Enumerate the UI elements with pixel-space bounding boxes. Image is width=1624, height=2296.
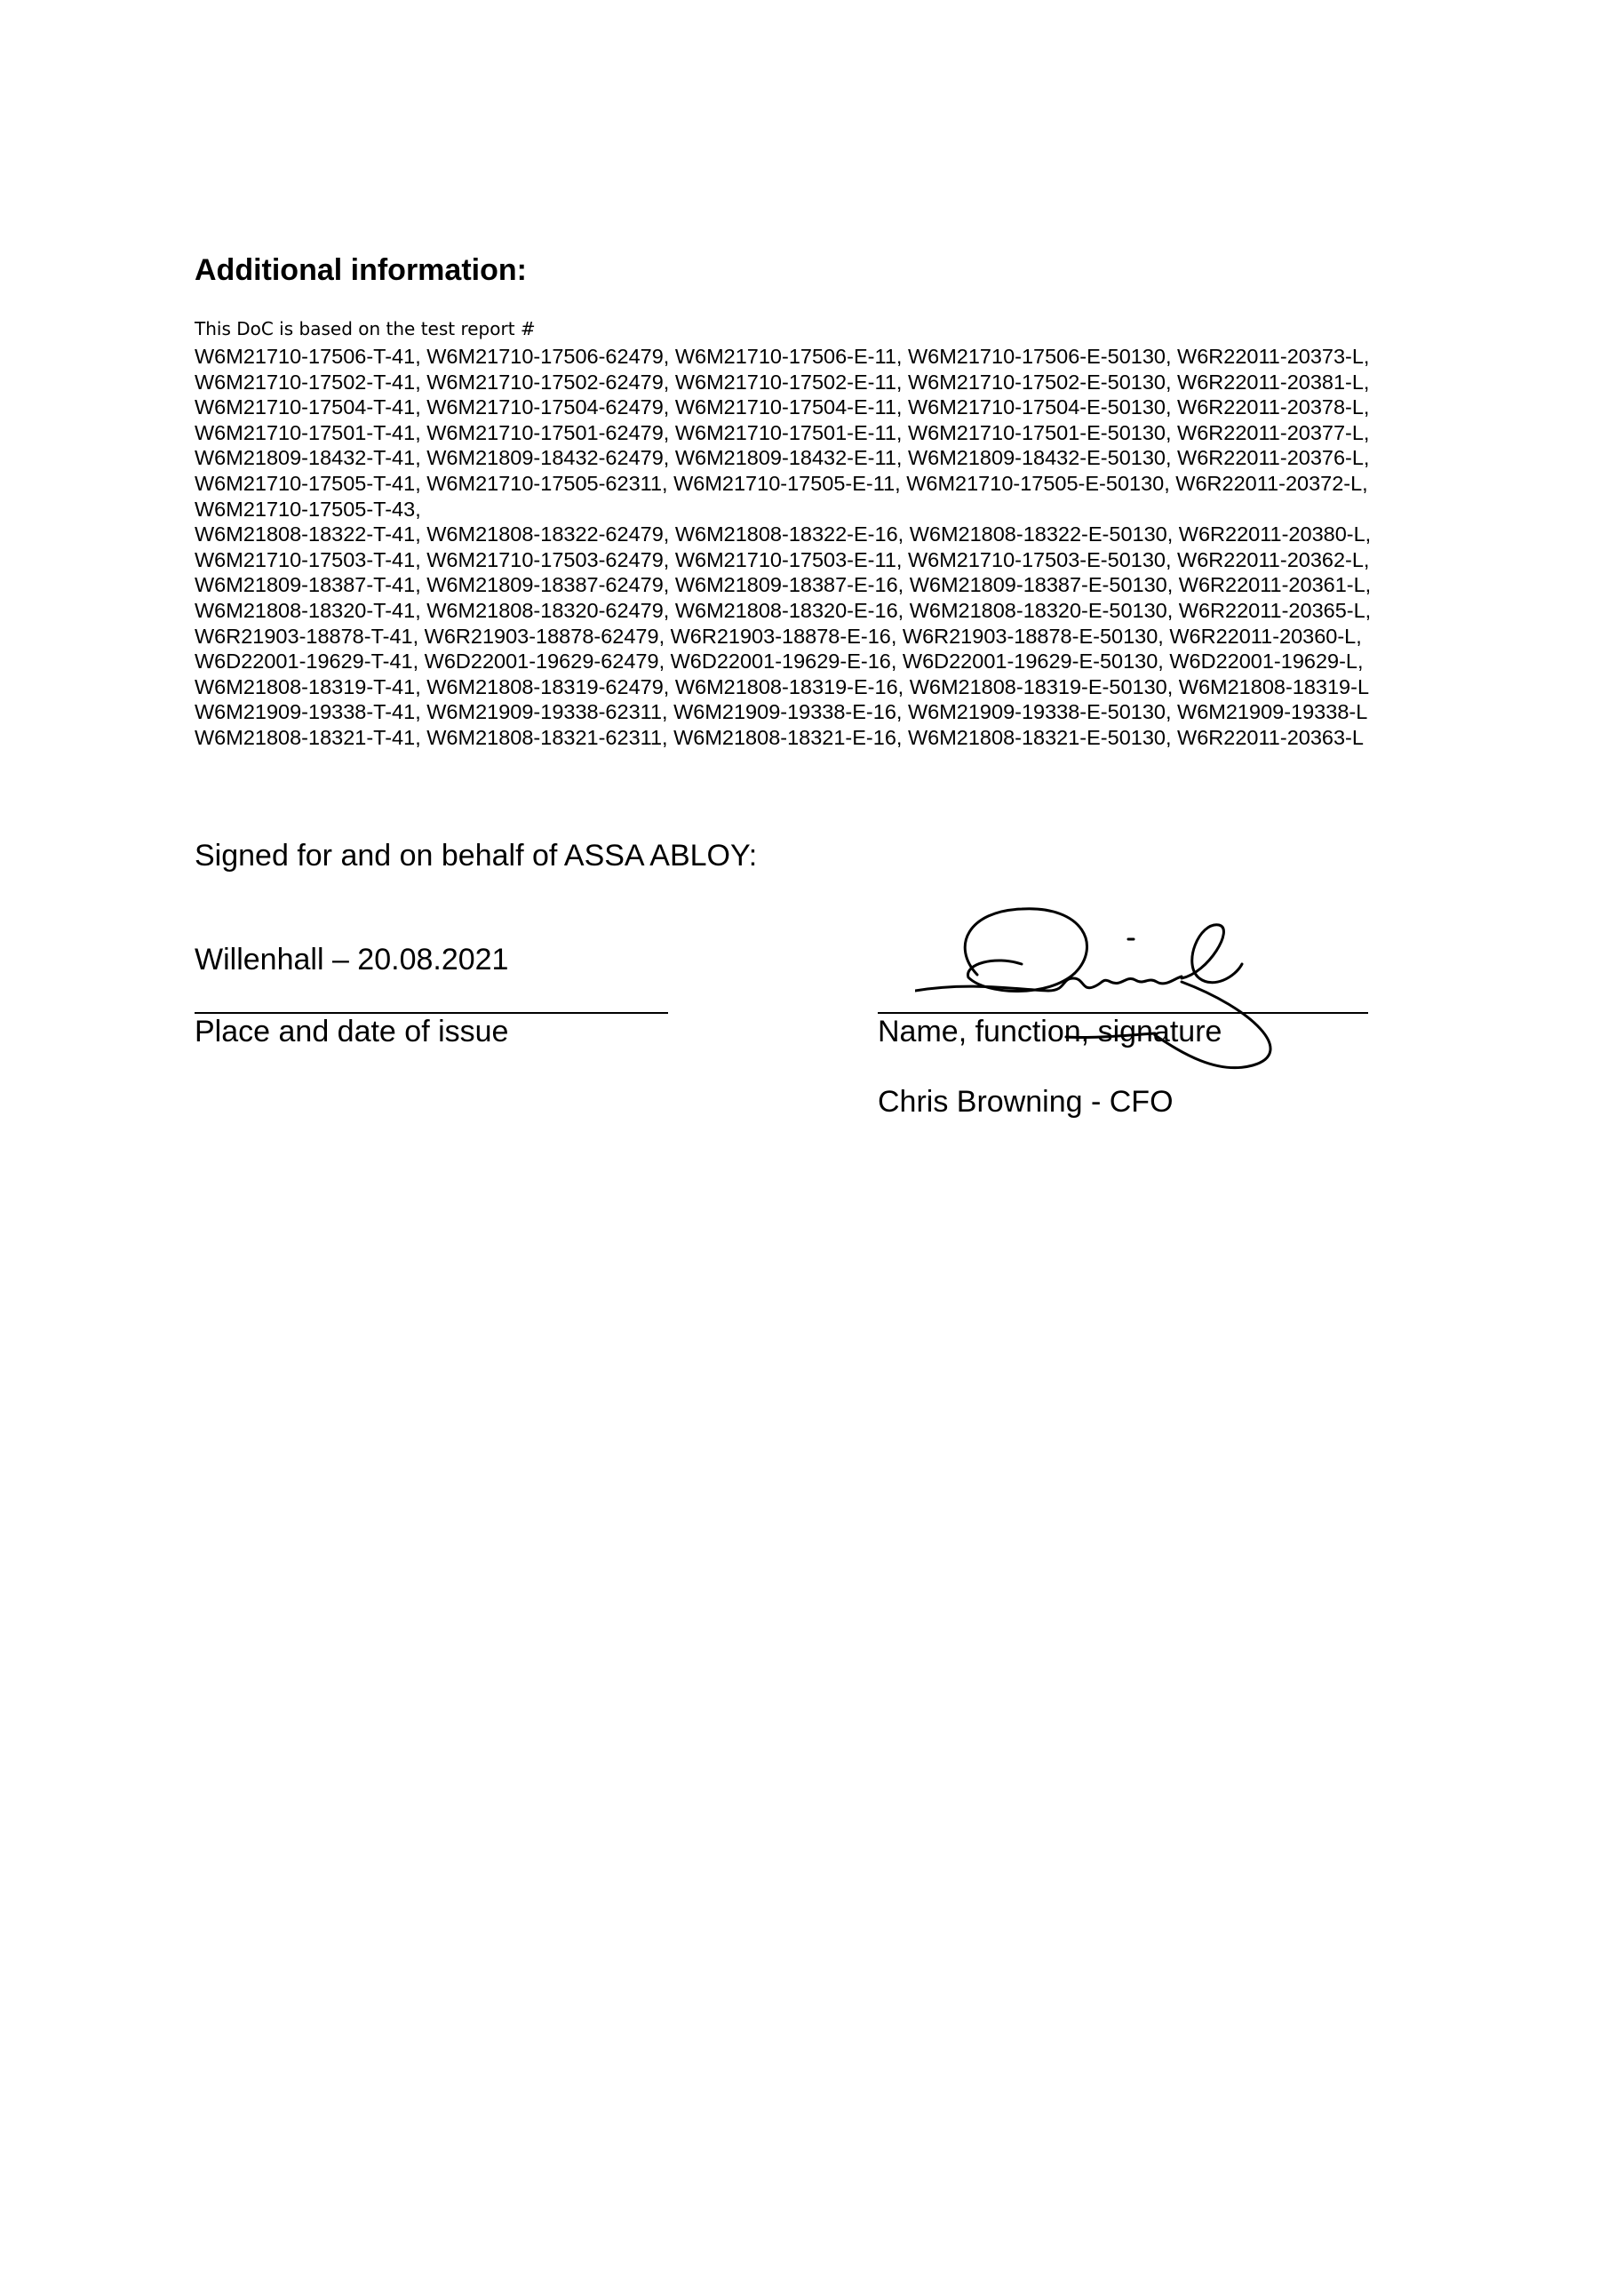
test-report-line: W6M21710-17506-T-41, W6M21710-17506-62479, W6M21710-17506-E-11, W6M21710-17506-E-50130, W6R22011-20373-L, <box>195 345 1370 368</box>
test-report-line: W6M21710-17502-T-41, W6M21710-17502-62479, W6M21710-17502-E-11, W6M21710-17502-E-50130, W6R22011-20381-L, <box>195 370 1370 394</box>
test-report-line: W6M21808-18320-T-41, W6M21808-18320-62479, W6M21808-18320-E-16, W6M21808-18320-E-50130, W6R22011-20365-L, <box>195 598 1372 622</box>
test-report-line: W6M21710-17504-T-41, W6M21710-17504-62479, W6M21710-17504-E-11, W6M21710-17504-E-50130, W6R22011-20378-L, <box>195 395 1370 419</box>
test-report-line: W6M21710-17503-T-41, W6M21710-17503-62479, W6M21710-17503-E-11, W6M21710-17503-E-50130, W6R22011-20362-L, <box>195 547 1370 571</box>
handwritten-signature <box>915 893 1288 1071</box>
test-report-line: W6M21710-17505-T-41, W6M21710-17505-62311, W6M21710-17505-E-11, W6M21710-17505-E-50130, W6R22011-20372-L, <box>195 471 1368 495</box>
section-heading: Additional information: <box>195 253 527 287</box>
name-function-signature-label: Name, function, signature <box>878 1015 1222 1048</box>
place-date-underline <box>195 1012 668 1014</box>
signer-name: Chris Browning - CFO <box>878 1085 1174 1119</box>
test-report-line: W6D22001-19629-T-41, W6D22001-19629-62479, W6D22001-19629-E-16, W6D22001-19629-E-50130, W6D22001-19629-L, <box>195 650 1364 674</box>
test-report-line: W6M21710-17501-T-41, W6M21710-17501-62479, W6M21710-17501-E-11, W6M21710-17501-E-50130, W6R22011-20377-L, <box>195 420 1370 444</box>
test-report-line: W6R21903-18878-T-41, W6R21903-18878-62479, W6R21903-18878-E-16, W6R21903-18878-E-50130, W6R22011-20360-L, <box>195 624 1362 648</box>
test-report-intro: This DoC is based on the test report # <box>195 318 536 339</box>
place-and-date-value: Willenhall – 20.08.2021 <box>195 943 509 977</box>
test-report-line: W6M21909-19338-T-41, W6M21909-19338-62311, W6M21909-19338-E-16, W6M21909-19338-E-50130, W6M21909-19338-L <box>195 700 1368 724</box>
test-report-line: W6M21809-18387-T-41, W6M21809-18387-62479, W6M21809-18387-E-16, W6M21809-18387-E-50130, W6R22011-20361-L, <box>195 573 1372 597</box>
test-report-list <box>195 344 1456 751</box>
signed-on-behalf: Signed for and on behalf of ASSA ABLOY: <box>195 839 758 873</box>
place-and-date-label: Place and date of issue <box>195 1015 509 1048</box>
test-report-line: W6M21710-17505-T-43, <box>195 497 421 521</box>
test-report-line: W6M21808-18321-T-41, W6M21808-18321-62311, W6M21808-18321-E-16, W6M21808-18321-E-50130, W6R22011-20363-L <box>195 725 1364 749</box>
test-report-line: W6M21809-18432-T-41, W6M21809-18432-62479, W6M21809-18432-E-11, W6M21809-18432-E-50130, W6R22011-20376-L, <box>195 446 1370 470</box>
test-report-line: W6M21808-18319-T-41, W6M21808-18319-62479, W6M21808-18319-E-16, W6M21808-18319-E-50130, W6M21808-18319-L <box>195 674 1370 698</box>
test-report-line: W6M21808-18322-T-41, W6M21808-18322-62479, W6M21808-18322-E-16, W6M21808-18322-E-50130, W6R22011-20380-L, <box>195 522 1372 546</box>
